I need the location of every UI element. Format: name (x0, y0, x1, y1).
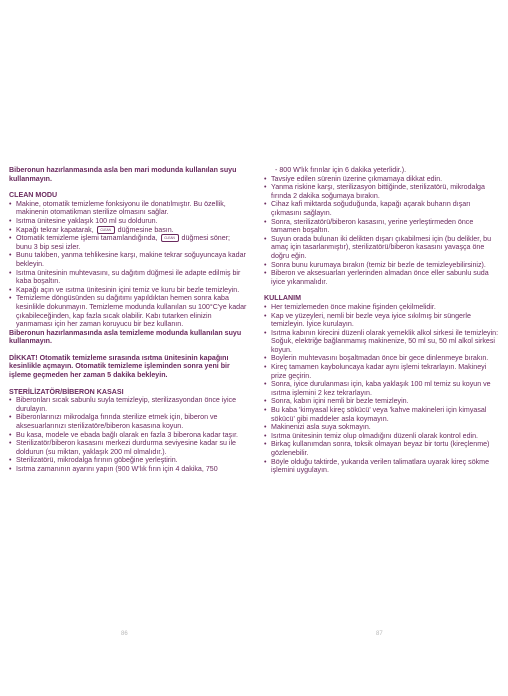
list-item: • Isıtma ünitesinin muhtevasını, su dağıtım düğmesi ile adapte edilmiş bir kaba boşaltın. (9, 269, 247, 286)
usage-heading: KULLANIM (264, 294, 302, 303)
list-item: • Makinenizi asla suya sokmayın. (264, 423, 500, 432)
right-column (264, 166, 500, 475)
caution-label: DİKKAT! (9, 353, 38, 362)
caution-block (9, 354, 247, 380)
list-item-text: düğmesine basın. (117, 225, 174, 234)
list-item: • Sonra, sterilizatörü/biberon kasasını, yerine yerleştirmeden önce tamamen boşaltın. (264, 218, 500, 235)
list-item: • Kapağı açın ve ısıtma ünitesinin içini temiz ve kuru bir bezle temizleyin. (9, 286, 247, 295)
clean-mode-heading: CLEAN MODU (9, 191, 58, 200)
list-item: • Bu kaba 'kimyasal kireç sökücü' veya 'kahve makineleri için kimyasal sökücü' gibi maddeler asla koymayın. (264, 406, 500, 423)
sterilizer-heading: STERİLİZATÖR/BİBERON KASASI (9, 387, 124, 396)
list-item: • Biberon ve aksesuarları yerlerinden almadan önce eller sabunlu suda iyice yıkanmalıdır. (264, 269, 500, 286)
list-item: • Sonra bunu kurumaya bırakın (temiz bir bezle de temizleyebilirsiniz). (264, 261, 500, 270)
list-item: • Sonra, kabın içini nemli bir bezle temizleyin. (264, 397, 500, 406)
list-item: • Kap ve yüzeyleri, nemli bir bezle veya iyice sıkılmış bir süngerle temizleyin. İyice kurulayın. (264, 312, 500, 329)
list-item: • Biberonlarınızı mikrodalga fırında sterilize etmek için, biberon ve aksesuarlarınızı sterilizatöre/biberon kasasına koyun. (9, 413, 247, 430)
list-item: • Bu kasa, modele ve ebada bağlı olarak en fazla 3 biberona kadar taşır. (9, 431, 247, 440)
list-item: • Isıtma zamanının ayarını yapın (900 W'lık fırın için 4 dakika, 750 (9, 465, 247, 474)
list-item: • Isıtma ünitesinin temiz olup olmadığını düzenli olarak kontrol edin. (264, 432, 500, 441)
page-number-right: 87 (376, 631, 383, 637)
list-item: • Isıtma ünitesine yaklaşık 100 ml su doldurun. (9, 217, 247, 226)
list-item: • Biberonları sıcak sabunlu suyla temizleyip, sterilizasyondan önce iyice durulayın. (9, 396, 247, 413)
list-item: • Böyle olduğu taktirde, yukarıda verilen talimatlara uyarak kireç sökme işlemini uygulayın. (264, 458, 500, 475)
caution-text: Otomatik temizleme sırasında ısıtma ünitesinin kapağını kesinlikle açmayın. Otomatik temizleme işleminden sonra yeni bir işleme geçmeden her zaman 5 dakika bekleyin. (9, 353, 230, 380)
list-item: • Her temizlemeden önce makine fişinden çekilmelidir. (264, 303, 500, 312)
list-item: • Kireç tamamen kayboluncaya kadar aynı işlemi tekrarlayın. Makineyi prize geçirin. (264, 363, 500, 380)
clean-mode-list (9, 200, 247, 329)
list-item-text: Otomatik temizleme işlemi tamamlandığında, (16, 234, 158, 243)
intro-warning: Biberonun hazırlanmasında asla ben mari modunda kullanılan suyu kullanmayın. (9, 166, 237, 183)
page-number-left: 86 (121, 631, 128, 637)
list-item: • Boylerin muhtevasını boşaltmadan önce bir gece dinlenmeye bırakın. (264, 354, 500, 363)
list-item: • Cihaz kafi miktarda soğuduğunda, kapağı açarak buharın dışarı çıkmasını sağlayın. (264, 200, 500, 217)
list-item: • Sterilizatör/biberon kasasını merkezi durdurma seviyesine kadar su ile doldurun (su miktarı, yaklaşık 200 ml olmalıdır.). (9, 439, 247, 456)
list-item: • Suyun orada bulunan iki delikten dışarı çıkabilmesi için (bu delikler, bu amaç için tasarlanmıştır), sterilizatörü/biberon kasasını yavaşça öne doğru eğin. (264, 235, 500, 261)
usage-list (264, 303, 500, 475)
sterilizer-list (9, 396, 247, 473)
list-item: • Tavsiye edilen sürenin üzerine çıkmamaya dikkat edin. (264, 175, 500, 184)
list-item: • Isıtma kabının kirecini düzenli olarak yemeklik alkol sirkesi ile temizleyin: Soğuk, elektriğe bağlanmamış makinenize, 50 ml su, 50 ml alkol sirkesi koyun. (264, 329, 500, 355)
list-item-text: Kapağı tekrar kapatarak, (16, 225, 94, 234)
list-item: - 800 W'lık fırınlar için 6 dakika yeterlidir.). (275, 166, 407, 174)
list-item: • Sterilizatörü, mikrodalga fırının göbeğine yerleştirin. (9, 456, 247, 465)
list-item: • Bunu takiben, yanma tehlikesine karşı, makine tekrar soğuyuncaya kadar bekleyin. (9, 251, 247, 268)
list-item: • Sonra, iyice durulanması için, kaba yaklaşık 100 ml temiz su koyun ve ısıtma işlemini 2 kez tekrarlayın. (264, 380, 500, 397)
clean-button-icon: CLEAN (161, 234, 179, 242)
list-item: • Birkaç kullanımdan sonra, toksik olmayan beyaz bir tortu (kireçlenme) gözlenebilir. (264, 440, 500, 457)
list-item-text: düğmesi söner; bunu 3 bip sesi izler. (16, 234, 231, 251)
list-item: • Temizleme döngüsünden su dağıtımı yapıldıktan hemen sonra kaba kesinlikle dokunmayın. Temizleme modunda kullanılan su 100°C'ye kadar çıkabileceğinden, kap fazla sıcak olabilir. Kabı tutarken elinizin yanmaması için her zaman koruyucu bir bez kullanın. (9, 294, 247, 328)
list-item: • Yanma riskine karşı, sterilizasyon bittiğinde, sterilizatörü, mikrodalga fırında 2 dakika soğumaya bırakın. (264, 183, 500, 200)
outro-warning: Biberonun hazırlanmasında asla temizleme modunda kullanılan suyu kullanmayın. (9, 328, 242, 346)
list-item (9, 226, 247, 235)
left-column (9, 166, 247, 474)
list-item: • Makine, otomatik temizleme fonksiyonu ile donatılmıştır. Bu özellik, makinenin otomatikman sterilize olmasını sağlar. (9, 200, 247, 217)
clean-button-icon: CLEAN (97, 226, 115, 234)
sterilizer-list-continued (264, 166, 500, 286)
list-item (9, 234, 247, 251)
